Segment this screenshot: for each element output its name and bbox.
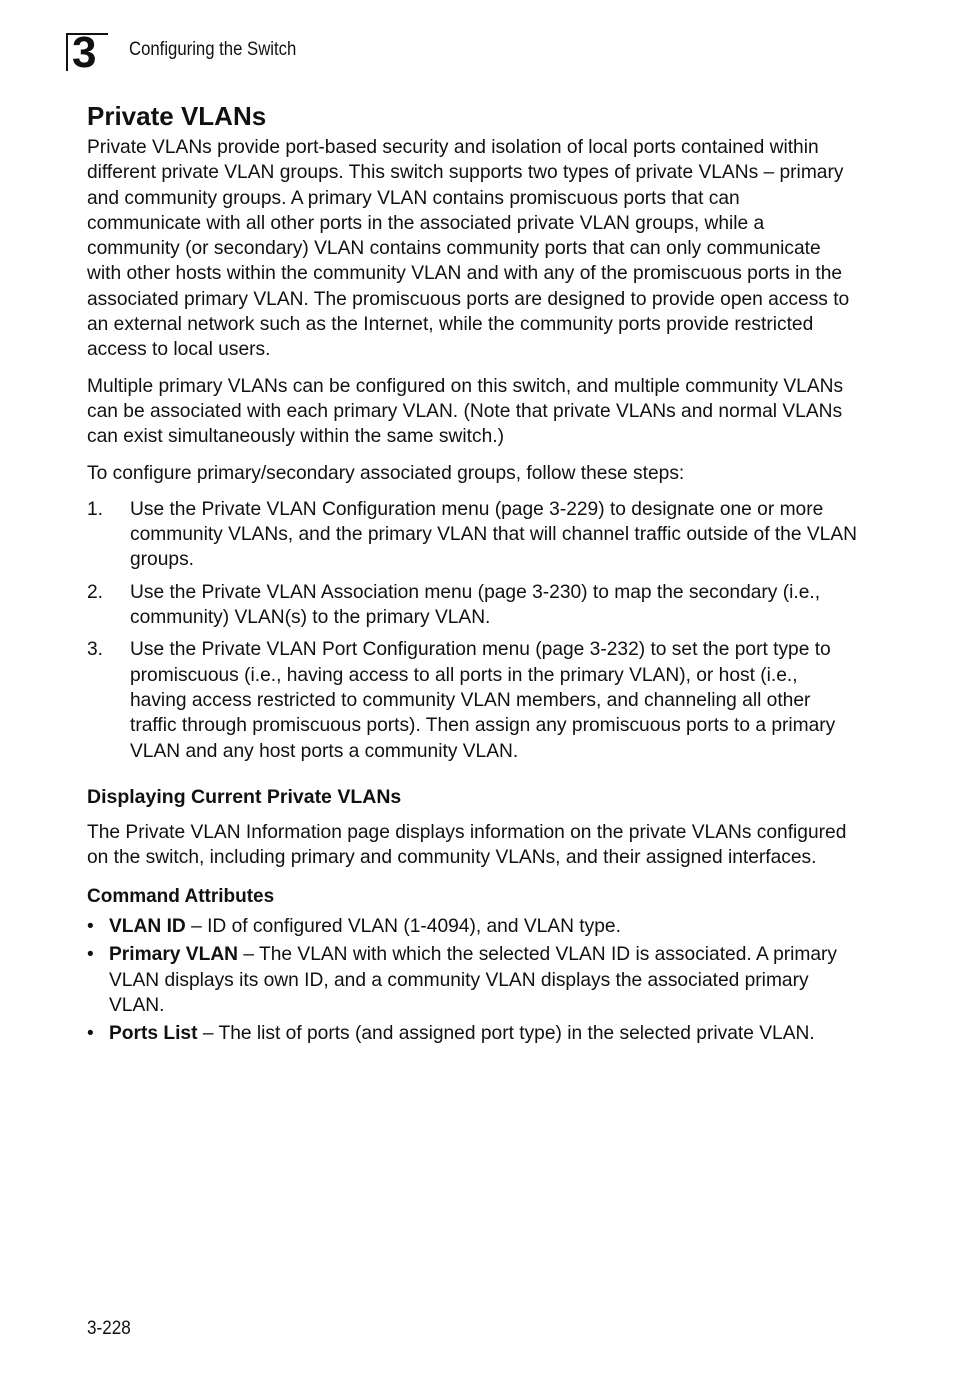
- intro-paragraph: Private VLANs provide port-based security and isolation of local ports contained within different private VLAN groups. This switch supports two types of private VLANs – primary and community groups. A primary VLAN contains promiscuous ports that can communicate with all other ports in the associated private VLAN groups, while a community (or secondary) VLAN contains community ports that can only communicate with other hosts within the community VLAN and with any of the promiscuous ports in the associated primary VLAN. The promiscuous ports are designed to provide open access to an external network such as the Internet, while the community ports provide restricted access to local users.: [87, 137, 850, 361]
- subsection-paragraph: The Private VLAN Information page displays information on the private VLANs configured on the switch, including primary and community VLANs, and their assigned interfaces.: [87, 821, 847, 869]
- attribute-term: Primary VLAN: [109, 944, 239, 966]
- subsection-title: Displaying Current Private VLANs: [87, 785, 402, 808]
- page-number: 3-228: [87, 1318, 131, 1339]
- bullet-icon: •: [87, 916, 94, 938]
- chapter-marker: [66, 28, 108, 77]
- page-header: [66, 28, 466, 77]
- step-item: [87, 637, 857, 763]
- step-item: [87, 497, 857, 573]
- attribute-desc: – ID of configured VLAN (1-4094), and VLAN type.: [185, 916, 621, 938]
- attribute-item: [87, 1021, 857, 1046]
- running-head: Configuring the Switch: [129, 39, 297, 60]
- bullet-icon: •: [87, 944, 94, 966]
- attribute-term: Ports List: [109, 1022, 198, 1044]
- attributes-list: [87, 914, 857, 1045]
- steps-intro-paragraph: To configure primary/secondary associated groups, follow these steps:: [87, 462, 685, 484]
- attribute-item: [87, 914, 857, 939]
- attribute-item: [87, 942, 857, 1018]
- bullet-icon: •: [87, 1022, 94, 1044]
- steps-list: [87, 497, 857, 764]
- step-text: Use the Private VLAN Association menu (page 3-230) to map the secondary (i.e., community) VLAN(s) to the primary VLAN.: [130, 581, 821, 629]
- chapter-number: 3: [72, 28, 97, 77]
- command-attributes-title: Command Attributes: [87, 886, 275, 908]
- step-number: 2.: [87, 581, 104, 603]
- step-item: [87, 580, 857, 631]
- section-title: Private VLANs: [87, 101, 267, 131]
- step-text: Use the Private VLAN Port Configuration menu (page 3-232) to set the port type to promiscuous (i.e., having access to all ports in the primary VLAN), or host (i.e., having access restricted to community VLAN members, and channeling all other traffic through promiscuous ports). Then assign any promiscuous ports to a primary VLAN and any host ports a community VLAN.: [130, 639, 836, 762]
- step-number: 3.: [87, 639, 104, 661]
- page-content: [87, 100, 857, 1048]
- multiple-vlans-paragraph: Multiple primary VLANs can be configured on this switch, and multiple community VLANs can be associated with each primary VLAN. (Note that private VLANs and normal VLANs can exist simultaneously within the same switch.): [87, 375, 844, 448]
- step-text: Use the Private VLAN Configuration menu (page 3-229) to designate one or more community VLANs, and the primary VLAN that will channel traffic outside of the VLAN groups.: [130, 498, 857, 571]
- step-number: 1.: [87, 498, 104, 520]
- attribute-desc: – The VLAN with which the selected VLAN ID is associated. A primary VLAN displays its own ID, and a community VLAN displays the associated primary VLAN.: [109, 944, 838, 1016]
- attribute-term: VLAN ID: [109, 916, 186, 938]
- attribute-desc: – The list of ports (and assigned port type) in the selected private VLAN.: [197, 1022, 815, 1044]
